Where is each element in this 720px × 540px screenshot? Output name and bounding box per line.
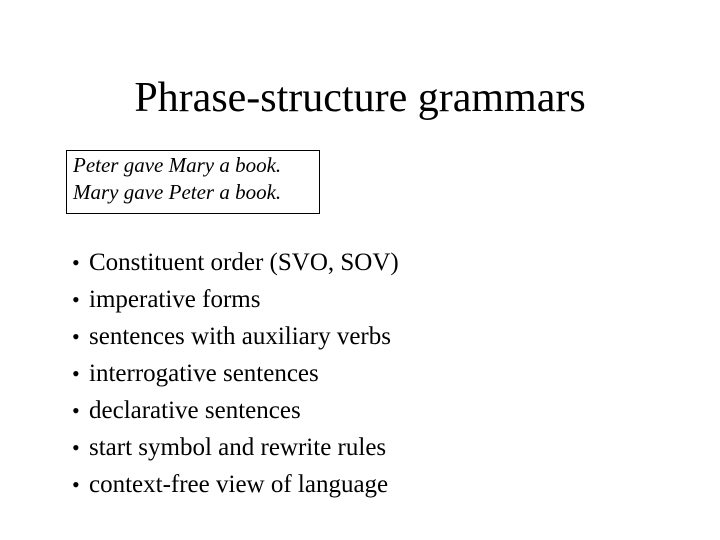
bullet-text: sentences with auxiliary verbs [89, 323, 391, 350]
bullet-text: start symbol and rewrite rules [89, 434, 387, 461]
example-sentence-1: Peter gave Mary a book. [73, 153, 282, 177]
bullet-text: imperative forms [89, 286, 261, 313]
bullet-dot-icon: • [72, 324, 80, 349]
bullet-dot-icon: • [72, 250, 80, 275]
example-sentence-2: Mary gave Peter a book. [73, 180, 282, 204]
bullet-dot-icon: • [72, 435, 80, 460]
bullet-item [72, 466, 692, 503]
bullet-item [72, 355, 692, 392]
bullet-item [72, 429, 692, 466]
bullet-dot-icon: • [72, 472, 80, 497]
bullet-item [72, 281, 692, 318]
bullet-dot-icon: • [72, 287, 80, 312]
bullet-item [72, 318, 692, 355]
slide-title: Phrase-structure grammars [134, 75, 586, 121]
example-sentences-box [66, 150, 320, 214]
bullet-dot-icon: • [72, 398, 80, 423]
bullet-text: Constituent order (SVO, SOV) [89, 249, 399, 276]
bullet-text: interrogative sentences [89, 360, 319, 387]
bullet-item [72, 392, 692, 429]
bullet-dot-icon: • [72, 361, 80, 386]
bullet-text: declarative sentences [89, 397, 301, 424]
bullet-list [72, 244, 692, 503]
bullet-item [72, 244, 692, 281]
bullet-text: context-free view of language [89, 471, 389, 498]
